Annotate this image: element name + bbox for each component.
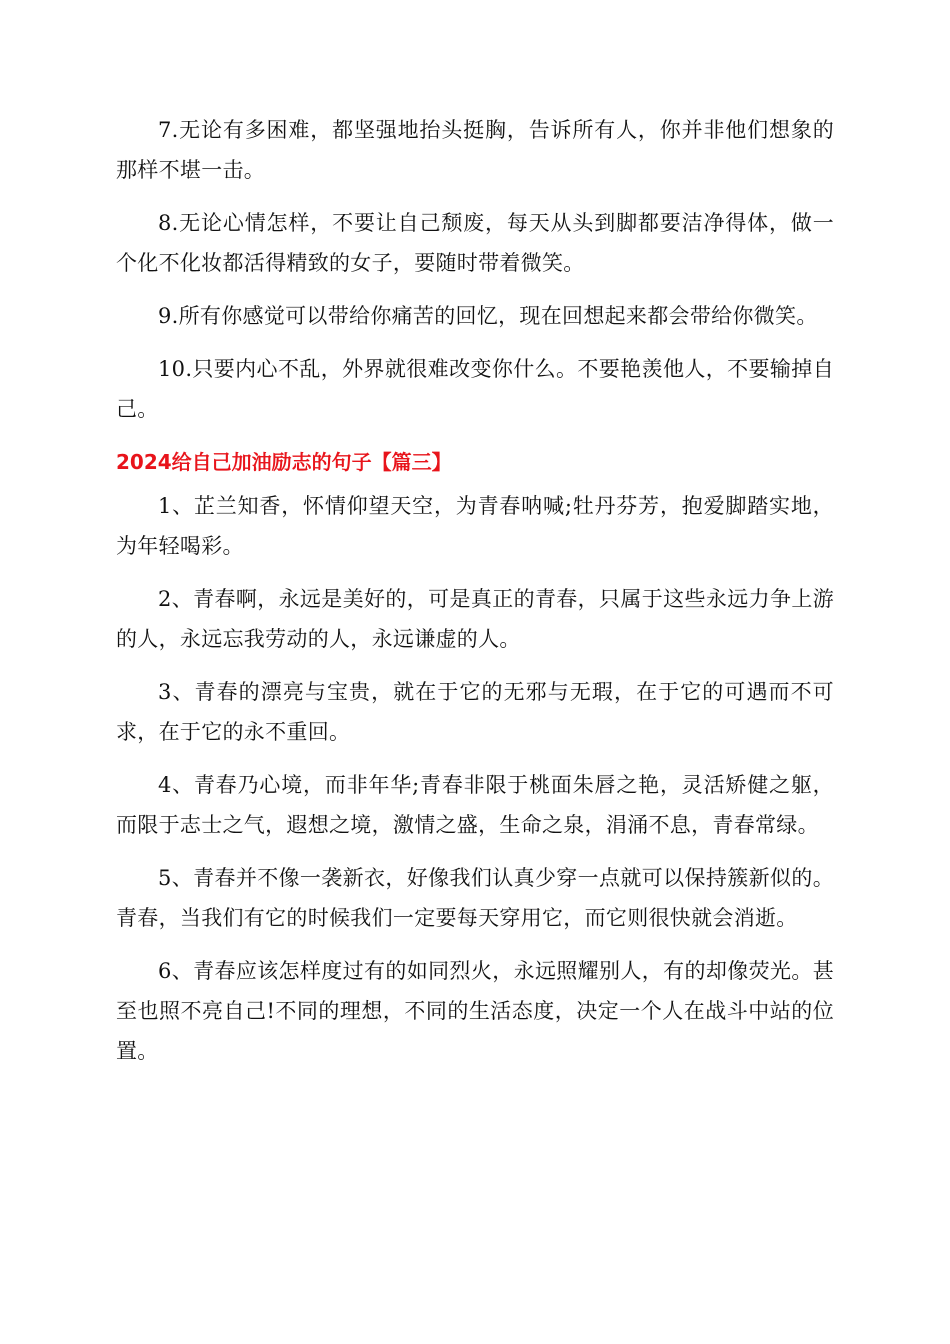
section-item-4: 4、青春乃心境，而非年华;青春非限于桃面朱唇之艳，灵活矫健之躯，而限于志士之气，遐想之境，激情之盛，生命之泉，涓涌不息，青春常绿。 [116,773,834,837]
document-content [116,110,834,1084]
section-item-5: 5、青春并不像一袭新衣，好像我们认真少穿一点就可以保持簇新似的。青春，当我们有它的时候我们一定要每天穿用它，而它则很快就会消逝。 [116,866,834,930]
paragraph-item-9: 9.所有你感觉可以带给你痛苦的回忆，现在回想起来都会带给你微笑。 [158,304,818,328]
section-heading: 2024给自己加油励志的句子【篇三】 [116,450,452,474]
section-item-3: 3、青春的漂亮与宝贵，就在于它的无邪与无瑕，在于它的可遇而不可求，在于它的永不重回。 [116,680,834,744]
section-item-6: 6、青春应该怎样度过有的如同烈火，永远照耀别人，有的却像荧光。甚至也照不亮自己!不同的理想，不同的生活态度，决定一个人在战斗中站的位置。 [116,959,834,1063]
paragraph-item-10: 10.只要内心不乱，外界就很难改变你什么。不要艳羡他人，不要输掉自己。 [116,357,834,421]
section-item-2: 2、青春啊，永远是美好的，可是真正的青春，只属于这些永远力争上游的人，永远忘我劳动的人，永远谦虚的人。 [116,587,834,651]
paragraph-item-7: 7.无论有多困难，都坚强地抬头挺胸，告诉所有人，你并非他们想象的那样不堪一击。 [116,118,834,182]
section-item-1: 1、芷兰知香，怀情仰望天空，为青春呐喊;牡丹芬芳，抱爱脚踏实地，为年轻喝彩。 [116,494,834,558]
paragraph-item-8: 8.无论心情怎样，不要让自己颓废，每天从头到脚都要洁净得体，做一个化不化妆都活得精致的女子，要随时带着微笑。 [116,211,834,275]
